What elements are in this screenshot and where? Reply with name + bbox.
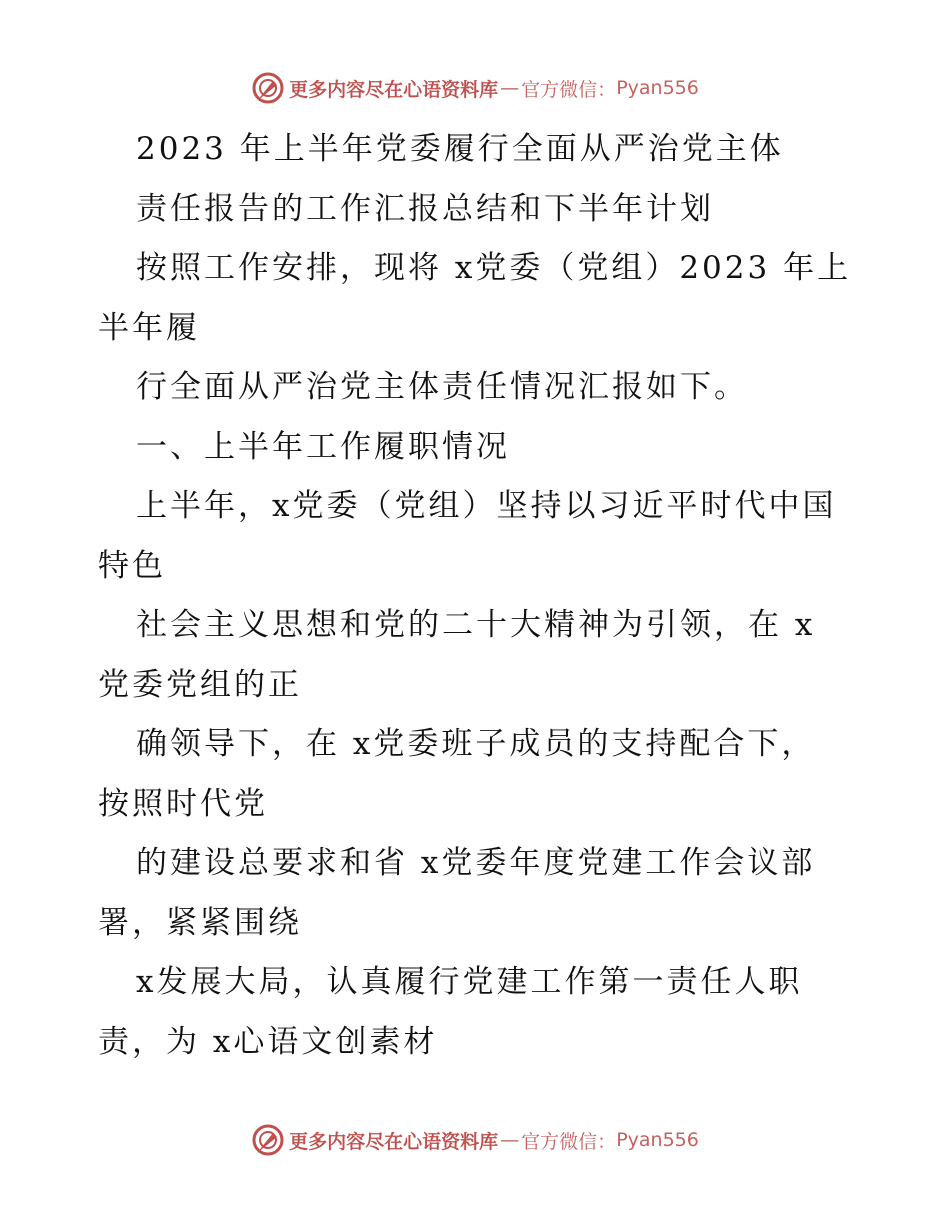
banner-contact-label: 官方微信：: [521, 1130, 617, 1153]
section-heading: 一、上半年工作履职情况: [136, 428, 510, 465]
title-line-2: 责任报告的工作汇报总结和下半年计划: [136, 190, 714, 227]
banner-brand-text: 更多内容尽在心语资料库: [289, 78, 499, 101]
paragraph-line: 半年履: [98, 309, 200, 346]
paragraph-line: 行全面从严治党主体责任情况汇报如下。: [136, 369, 748, 405]
pen-logo-icon: [251, 71, 285, 105]
header-watermark: [0, 68, 950, 108]
banner-wechat-handle: Pyan556: [616, 77, 699, 99]
banner-wechat-handle: Pyan556: [616, 1129, 699, 1151]
paragraph-line: 党委党组的正: [98, 666, 302, 703]
banner-separator: —: [500, 1129, 520, 1151]
paragraph-line: 特色: [98, 547, 166, 584]
paragraph-line: 上半年，x党委（党组）坚持以习近平时代中国: [136, 488, 837, 524]
paragraph-line: 按照时代党: [98, 785, 268, 822]
document-body: [98, 120, 858, 1072]
paragraph-line: 的建设总要求和省 x党委年度党建工作会议部: [136, 845, 816, 881]
pen-logo-icon: [251, 1123, 285, 1157]
paragraph-line: 责，为 x心语文创素材: [98, 1023, 438, 1060]
paragraph-line: 署，紧紧围绕: [98, 904, 302, 941]
banner-contact-label: 官方微信：: [521, 78, 617, 101]
title-line-1: 2023 年上半年党委履行全面从严治党主体: [136, 131, 784, 167]
banner-brand-text: 更多内容尽在心语资料库: [289, 1130, 499, 1153]
footer-watermark: [0, 1120, 950, 1160]
paragraph-line: x发展大局，认真履行党建工作第一责任人职: [136, 964, 803, 1000]
banner-separator: —: [500, 77, 520, 99]
paragraph-line: 按照工作安排，现将 x党委（党组）2023 年上: [136, 250, 852, 286]
paragraph-line: 社会主义思想和党的二十大精神为引领，在 x: [136, 607, 816, 643]
paragraph-line: 确领导下，在 x党委班子成员的支持配合下，: [136, 726, 816, 762]
